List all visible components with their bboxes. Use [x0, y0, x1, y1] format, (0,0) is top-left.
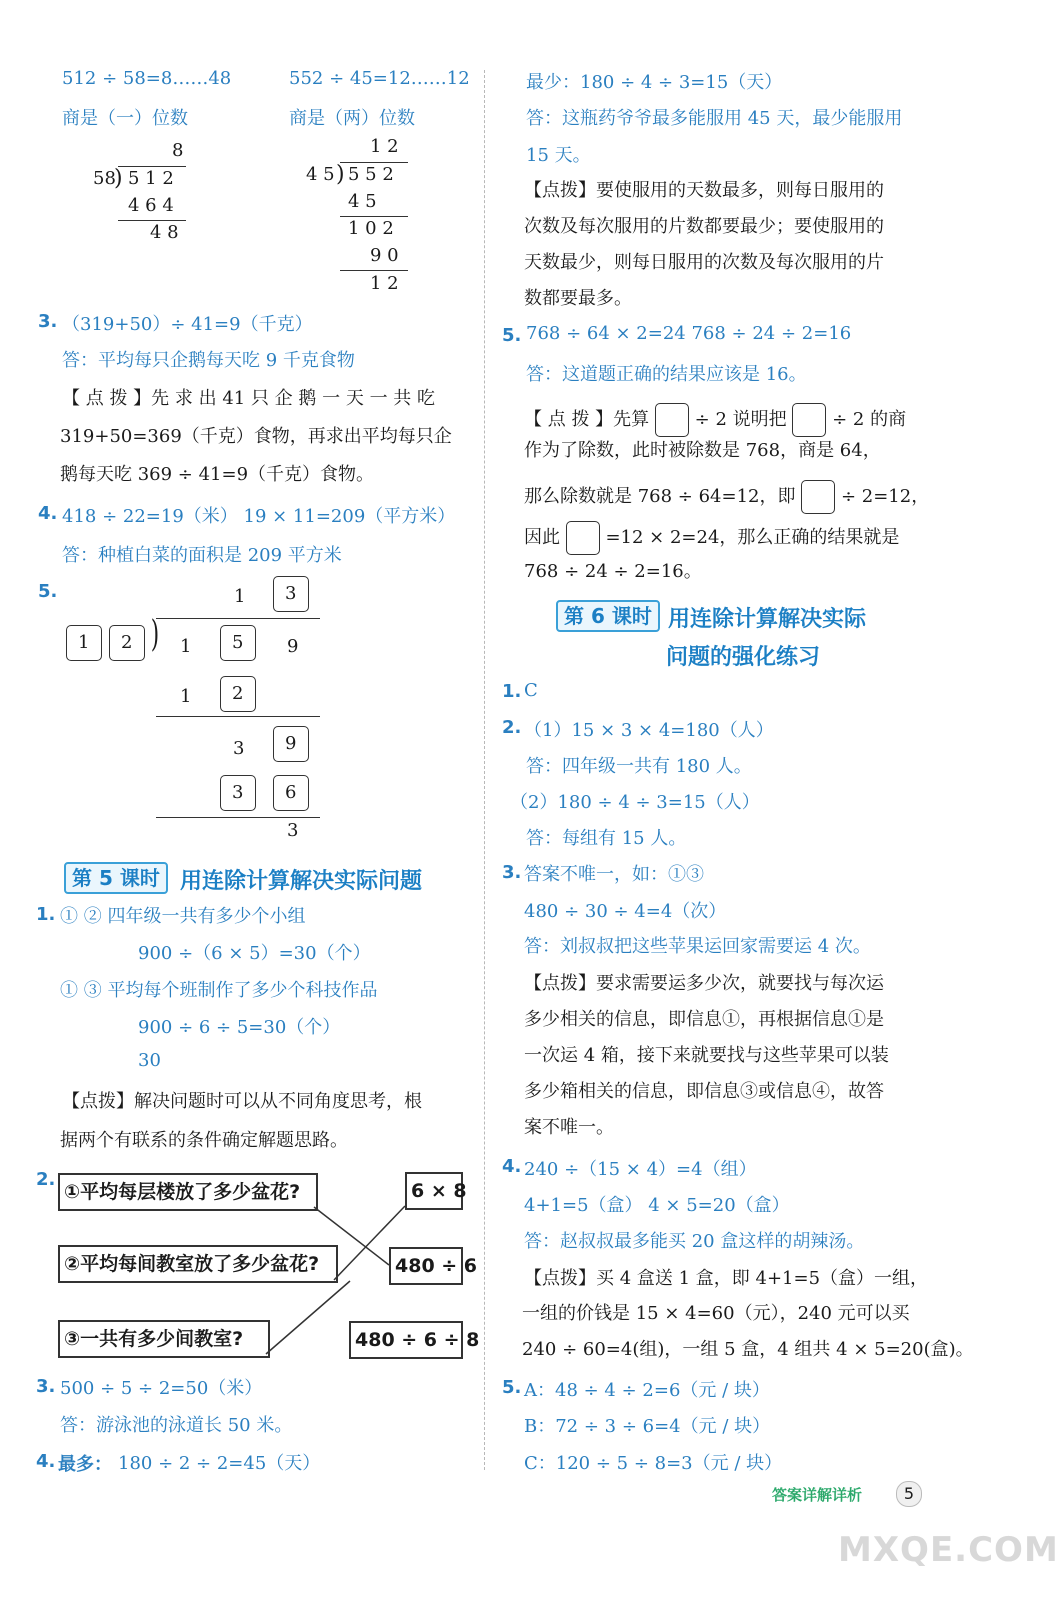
q3-answer: 答：平均每只企鹅每天吃 9 千克食物 [62, 350, 355, 371]
match-line-3 [266, 1281, 350, 1354]
lesson5-title: 用连除计算解决实际问题 [180, 869, 423, 894]
r-q5-blank-box [801, 480, 835, 514]
q5-product2-digit2: 6 [285, 782, 297, 803]
q4-answer: 答：种植白菜的面积是 209 平方米 [62, 545, 342, 566]
q5-rem1-a: 3 [233, 738, 245, 759]
match-line-1 [314, 1207, 389, 1265]
div2-quotient: 1 2 [370, 136, 399, 157]
l5q2-right-item1: 6 × 8 [405, 1172, 463, 1210]
r-q5-tip-1a: 【 点 拨 】先算 [524, 409, 650, 430]
l6q5-line-b: B：72 ÷ 3 ÷ 6=4（元 / 块） [524, 1416, 771, 1437]
div2-product2: 9 0 [370, 245, 399, 266]
l6q5-number: 5. [502, 1377, 522, 1398]
l6q3-tip-line5: 案不唯一。 [524, 1117, 614, 1138]
div2-dividend: 5 5 2 [348, 164, 394, 185]
div2-remainder2: 1 2 [370, 273, 399, 294]
div2-bracket: ) [336, 162, 345, 187]
l6q4-line-a: 240 ÷（15 × 4）=4（组） [524, 1159, 757, 1180]
q5-product1-a: 1 [180, 686, 192, 707]
lesson6-title-line1: 用连除计算解决实际 [668, 607, 867, 632]
div1-bracket: ) [114, 166, 123, 191]
r-q5-blank-box [566, 521, 600, 555]
q5-dividend-3: 9 [287, 636, 299, 657]
r-q4-answer-line1: 答：这瓶药爷爷最多能服用 45 天，最少能服用 [526, 108, 903, 129]
l5q3-equation: 500 ÷ 5 ÷ 2=50（米） [60, 1378, 263, 1399]
r-q4-tip-line1: 【点拨】要使服用的天数最多，则每日服用的 [524, 180, 884, 201]
l5q4-equation: 180 ÷ 2 ÷ 2=45（天） [118, 1453, 321, 1474]
l5q2-left-item2: ②平均每间教室放了多少盆花? [58, 1245, 338, 1283]
l5q2-number: 2. [36, 1169, 56, 1190]
r-q4-answer-line2: 15 天。 [526, 145, 591, 166]
div2-equation: 552 ÷ 45=12……12 [289, 68, 470, 89]
q3-tip-line2: 319+50=369（千克）食物，再求出平均每只企 [60, 426, 452, 447]
div1-divisor: 58 [93, 168, 116, 189]
div1-quotient: 8 [172, 140, 184, 161]
footer-label: 答案详解详析 [772, 1486, 863, 1504]
l5q1-line-d: 900 ÷ 6 ÷ 5=30（个） [138, 1017, 341, 1038]
q4-number: 4. [38, 503, 58, 524]
div2-divisor: 4 5 [306, 164, 335, 185]
l6q2-number: 2. [502, 717, 522, 738]
l5q2-match-lines [0, 0, 484, 1400]
l6q1-number: 1. [502, 681, 522, 702]
q3-equation: （319+50）÷ 41=9（千克） [62, 314, 313, 335]
r-q5-equation: 768 ÷ 64 × 2=24 768 ÷ 24 ÷ 2=16 [526, 323, 852, 344]
l6q3-tip-line2: 多少相关的信息，即信息①，再根据信息①是 [524, 1009, 884, 1030]
q5-divisor-digit1: 1 [78, 632, 90, 653]
r-q5-tip-1c: ÷ 2 的商 [832, 409, 907, 430]
q5-quotient-box-digit: 3 [285, 583, 297, 604]
column-divider [484, 70, 485, 1470]
l6q3-line-a: 答案不唯一，如：①③ [524, 864, 704, 885]
q5-quotient-digit: 1 [234, 586, 246, 607]
l6q2-line-a: （1）15 × 3 × 4=180（人） [524, 720, 774, 741]
lesson6-title-line2: 问题的强化练习 [666, 645, 821, 670]
l5q1-line-b: 900 ÷（6 × 5）=30（个） [138, 943, 371, 964]
l6q3-tip-line3: 一次运 4 箱，接下来就要找与这些苹果可以装 [524, 1045, 889, 1066]
div2-note: 商是（两）位数 [289, 108, 415, 129]
l6q4-line-c: 答：赵叔叔最多能买 20 盒这样的胡辣汤。 [524, 1231, 865, 1252]
r-q4-min: 最少：180 ÷ 4 ÷ 3=15（天） [526, 72, 783, 93]
l5q3-number: 3. [36, 1376, 56, 1397]
r-q5-tip-line1 [524, 403, 906, 437]
div2-remainder1: 1 0 2 [348, 218, 394, 239]
r-q5-tip-4b: =12 × 2=24，那么正确的结果就是 [605, 527, 900, 548]
l5q2-right-item3: 480 ÷ 6 ÷ 8 [349, 1321, 463, 1359]
q5-product2-digit1: 3 [232, 782, 244, 803]
q5-number: 5. [38, 581, 58, 602]
l5q1-tip-line1: 【点拨】解决问题时可以从不同角度思考，根 [62, 1091, 422, 1112]
r-q5-tip-4a: 因此 [524, 527, 560, 548]
l6q4-tip-line1: 【点拨】买 4 盒送 1 盒，即 4+1=5（盒）一组， [524, 1268, 929, 1289]
l6q5-line-c: C：120 ÷ 5 ÷ 8=3（元 / 块） [524, 1453, 783, 1474]
r-q5-blank-box [655, 403, 689, 437]
l6q4-tip-line2: 一组的价钱是 15 × 4=60（元），240 元可以买 [522, 1303, 910, 1324]
r-q5-number: 5. [502, 325, 522, 346]
q5-dividend-digit: 5 [232, 632, 244, 653]
l6q2-line-b: 答：四年级一共有 180 人。 [526, 756, 752, 777]
q3-number: 3. [38, 311, 58, 332]
l5q4-label: 最多： [58, 1454, 112, 1475]
l6q2-line-c: （2）180 ÷ 4 ÷ 3=15（人） [510, 792, 760, 813]
l6q2-line-d: 答：每组有 15 人。 [526, 828, 687, 849]
r-q4-tip-line2: 次数及每次服用的片数都要最少；要使服用的 [524, 216, 884, 237]
l6q3-tip-line4: 多少箱相关的信息，即信息③或信息④，故答 [524, 1081, 884, 1102]
q5-divisor-digit2: 2 [121, 632, 133, 653]
div1-remainder: 4 8 [150, 222, 179, 243]
r-q4-tip-line4: 数都要最多。 [524, 288, 632, 309]
l6q3-line-b: 480 ÷ 30 ÷ 4=4（次） [524, 901, 727, 922]
r-q5-blank-box [792, 403, 826, 437]
q4-equation: 418 ÷ 22=19（米） 19 × 11=209（平方米） [62, 506, 456, 527]
l5q4-number: 4. [36, 1451, 56, 1472]
l6q5-line-a: A：48 ÷ 4 ÷ 2=6（元 / 块） [524, 1380, 770, 1401]
l5q1-line-c: ① ③ 平均每个班制作了多少个科技作品 [60, 980, 378, 1001]
r-q5-tip-line5: 768 ÷ 24 ÷ 2=16。 [524, 561, 702, 582]
q3-tip-line3: 鹅每天吃 369 ÷ 41=9（千克）食物。 [60, 464, 375, 485]
l5q3-answer: 答：游泳池的泳道长 50 米。 [60, 1415, 293, 1436]
r-q5-tip-1b: ÷ 2 说明把 [694, 409, 787, 430]
div2-product1: 4 5 [348, 191, 377, 212]
q5-remainder: 3 [287, 820, 299, 841]
r-q5-tip-line4 [524, 521, 899, 555]
r-q5-answer: 答：这道题正确的结果应该是 16。 [526, 364, 807, 385]
q5-bracket: ) [150, 614, 160, 655]
div1-note: 商是（一）位数 [62, 108, 188, 129]
l6q3-line-c: 答：刘叔叔把这些苹果运回家需要运 4 次。 [524, 936, 871, 957]
l6q1-answer: C [524, 680, 538, 701]
div1-product: 4 6 4 [128, 195, 174, 216]
r-q5-tip-line2: 作为了除数，此时被除数是 768，商是 64， [524, 440, 881, 461]
lesson5-tag: 第 5 课时 [64, 862, 168, 894]
page-number: 5 [896, 1481, 922, 1507]
l6q4-number: 4. [502, 1156, 522, 1177]
l6q3-number: 3. [502, 862, 522, 883]
l5q2-right-item2: 480 ÷ 6 [389, 1247, 463, 1285]
l5q2-left-item1: ①平均每层楼放了多少盆花? [58, 1173, 318, 1211]
l6q4-line-b: 4+1=5（盒） 4 × 5=20（盒） [524, 1195, 790, 1216]
l5q1-line-a: ① ② 四年级一共有多少个小组 [60, 906, 306, 927]
l6q4-tip-line3: 240 ÷ 60=4(组)，一组 5 盒，4 组共 4 × 5=20(盒)。 [522, 1339, 974, 1360]
l5q1-tip-line2: 据两个有联系的条件确定解题思路。 [60, 1130, 348, 1151]
l6q3-tip-line1: 【点拨】要求需要运多少次，就要找与每次运 [524, 973, 884, 994]
q5-dividend-1: 1 [180, 636, 192, 657]
l5q1-line-e: 30 [138, 1050, 161, 1071]
q3-tip-line1: 【 点 拨 】先 求 出 41 只 企 鹅 一 天 一 共 吃 [62, 388, 436, 409]
lesson6-tag: 第 6 课时 [556, 600, 660, 632]
l5q1-number: 1. [36, 904, 56, 925]
r-q4-tip-line3: 天数最少，则每日服用的次数及每次服用的片 [524, 252, 884, 273]
r-q5-tip-3a: 那么除数就是 768 ÷ 64=12，即 [524, 486, 796, 507]
match-line-2 [334, 1206, 405, 1280]
r-q5-tip-3b: ÷ 2=12， [840, 486, 930, 507]
div1-equation: 512 ÷ 58=8……48 [62, 68, 232, 89]
q5-rem1-digit: 9 [285, 733, 297, 754]
r-q5-tip-line3 [524, 480, 929, 514]
div1-dividend: 5 1 2 [128, 168, 174, 189]
q5-product1-digit: 2 [232, 683, 244, 704]
l5q2-left-item3: ③一共有多少间教室? [58, 1320, 270, 1358]
watermark: MXQE.COM [838, 1530, 1059, 1570]
